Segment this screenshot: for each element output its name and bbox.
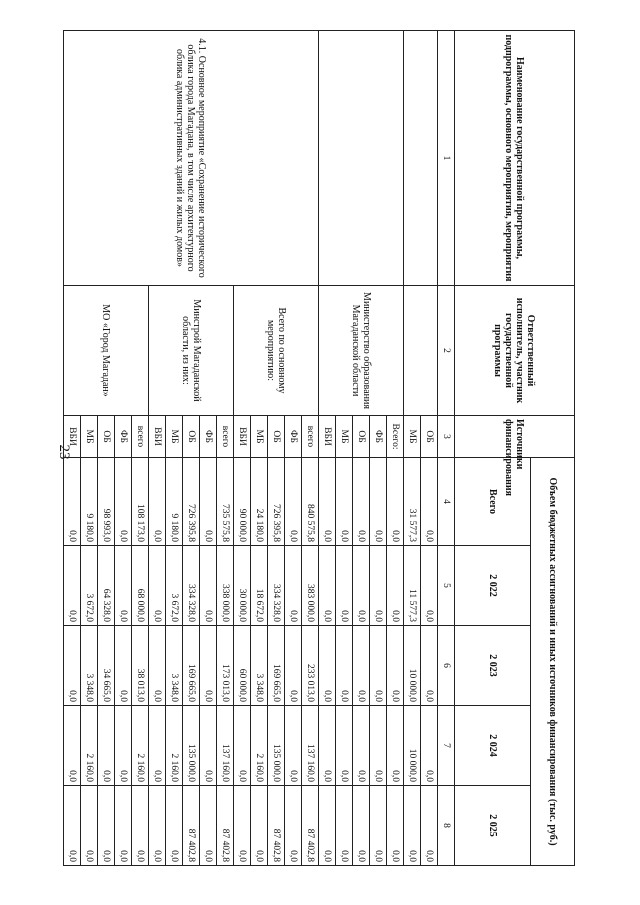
value-cell: 0,0 <box>370 786 387 866</box>
value-cell: 0,0 <box>370 458 387 546</box>
executor-ministry-education: Министерство образования Магаданской области <box>319 286 404 416</box>
value-cell: 108 173,0 <box>132 458 149 546</box>
value-cell: 173 013,0 <box>217 626 234 706</box>
value-cell: 726 395,8 <box>268 458 285 546</box>
value-cell: 0,0 <box>149 706 166 786</box>
value-cell: 10 000,0 <box>404 626 421 706</box>
value-cell: 0,0 <box>387 458 404 546</box>
value-cell: 0,0 <box>421 786 438 866</box>
financing-table <box>63 30 575 866</box>
source-cell: ВБИ <box>319 416 336 458</box>
value-cell: 0,0 <box>285 786 302 866</box>
source-cell: ВБИ <box>234 416 251 458</box>
value-cell: 87 402,8 <box>302 786 319 866</box>
value-cell: 0,0 <box>98 786 115 866</box>
value-cell: 2 160,0 <box>251 706 268 786</box>
value-cell: 135 000,0 <box>268 706 285 786</box>
col-number: 7 <box>438 706 455 786</box>
value-cell: 0,0 <box>115 786 132 866</box>
value-cell: 169 665,0 <box>183 626 200 706</box>
value-cell: 0,0 <box>336 458 353 546</box>
value-cell: 0,0 <box>319 786 336 866</box>
value-cell: 0,0 <box>149 626 166 706</box>
header-source: Источники финансирования <box>455 416 575 458</box>
value-cell: 64 328,0 <box>98 546 115 626</box>
value-cell: 0,0 <box>98 706 115 786</box>
name-cell-empty <box>404 31 438 286</box>
value-cell: 0,0 <box>149 546 166 626</box>
header-volume: Объем бюджетных ассигнований и иных источников финансирования (тыс. руб.) <box>531 458 575 866</box>
value-cell: 735 575,8 <box>217 458 234 546</box>
value-cell: 0,0 <box>285 546 302 626</box>
value-cell: 383 000,0 <box>302 546 319 626</box>
value-cell: 0,0 <box>81 786 98 866</box>
source-cell: Всего: <box>387 416 404 458</box>
source-cell: ОБ <box>98 416 115 458</box>
header-2023: 2 023 <box>455 626 531 706</box>
page-number: 23 <box>56 444 72 460</box>
value-cell: 0,0 <box>64 626 81 706</box>
value-cell: 0,0 <box>387 546 404 626</box>
value-cell: 0,0 <box>115 626 132 706</box>
value-cell: 98 993,0 <box>98 458 115 546</box>
value-cell: 31 577,3 <box>404 458 421 546</box>
value-cell: 0,0 <box>421 626 438 706</box>
col-number: 3 <box>438 416 455 458</box>
value-cell: 0,0 <box>319 706 336 786</box>
value-cell: 0,0 <box>421 706 438 786</box>
source-cell: ОБ <box>183 416 200 458</box>
executor-cell-empty <box>404 286 438 416</box>
main-activity-name: 4.1. Основное мероприятие «Сохранение исторического облика города Магадана, в том числе архитектурного облика административных зданий и жилых домов» <box>64 31 319 286</box>
value-cell: 0,0 <box>336 786 353 866</box>
value-cell: 38 013,0 <box>132 626 149 706</box>
header-2025: 2 025 <box>455 786 531 866</box>
value-cell: 0,0 <box>132 786 149 866</box>
header-executor: Ответственный исполнитель, участник государственной программы <box>455 286 575 416</box>
value-cell: 0,0 <box>387 626 404 706</box>
value-cell: 0,0 <box>200 546 217 626</box>
value-cell: 3 348,0 <box>166 626 183 706</box>
value-cell: 11 577,3 <box>404 546 421 626</box>
value-cell: 0,0 <box>200 706 217 786</box>
value-cell: 0,0 <box>336 546 353 626</box>
value-cell: 0,0 <box>353 626 370 706</box>
executor-total-main-activity: Всего по основному мероприятию: <box>234 286 319 416</box>
source-cell: МБ <box>81 416 98 458</box>
value-cell: 0,0 <box>421 546 438 626</box>
value-cell: 90 000,0 <box>234 458 251 546</box>
source-cell: МБ <box>336 416 353 458</box>
executor-minstroy: Минстрой Магаданской области, из них: <box>149 286 234 416</box>
value-cell: 0,0 <box>115 458 132 546</box>
value-cell: 0,0 <box>115 546 132 626</box>
value-cell: 233 013,0 <box>302 626 319 706</box>
value-cell: 0,0 <box>336 706 353 786</box>
value-cell: 34 665,0 <box>98 626 115 706</box>
name-cell-empty <box>319 31 404 286</box>
value-cell: 87 402,8 <box>268 786 285 866</box>
value-cell: 0,0 <box>200 626 217 706</box>
header-total: Всего <box>455 458 531 546</box>
source-cell: ОБ <box>421 416 438 458</box>
value-cell: 87 402,8 <box>217 786 234 866</box>
source-cell: ОБ <box>268 416 285 458</box>
col-number: 6 <box>438 626 455 706</box>
value-cell: 9 180,0 <box>81 458 98 546</box>
value-cell: 726 395,8 <box>183 458 200 546</box>
source-cell: ОБ <box>353 416 370 458</box>
value-cell: 0,0 <box>319 626 336 706</box>
source-cell: ВБИ <box>149 416 166 458</box>
executor-mo-magadan: МО «Город Магадан» <box>64 286 149 416</box>
source-cell: ВБИ <box>64 416 81 458</box>
value-cell: 0,0 <box>319 458 336 546</box>
value-cell: 60 000,0 <box>234 626 251 706</box>
value-cell: 0,0 <box>200 786 217 866</box>
value-cell: 137 160,0 <box>302 706 319 786</box>
rotated-table-container <box>55 30 575 865</box>
value-cell: 0,0 <box>353 706 370 786</box>
value-cell: 0,0 <box>353 546 370 626</box>
value-cell: 0,0 <box>285 626 302 706</box>
value-cell: 0,0 <box>285 706 302 786</box>
value-cell: 0,0 <box>234 786 251 866</box>
value-cell: 0,0 <box>353 458 370 546</box>
value-cell: 0,0 <box>251 786 268 866</box>
header-name: Наименование государственной программы, подпрограммы, основного мероприятия, мероприятия <box>455 31 575 286</box>
value-cell: 0,0 <box>421 458 438 546</box>
value-cell: 3 672,0 <box>81 546 98 626</box>
header-2022: 2 022 <box>455 546 531 626</box>
value-cell: 24 180,0 <box>251 458 268 546</box>
value-cell: 169 665,0 <box>268 626 285 706</box>
source-cell: всего <box>302 416 319 458</box>
source-cell: МБ <box>166 416 183 458</box>
value-cell: 0,0 <box>149 458 166 546</box>
source-cell: всего <box>217 416 234 458</box>
value-cell: 30 000,0 <box>234 546 251 626</box>
value-cell: 137 160,0 <box>217 706 234 786</box>
source-cell: МБ <box>251 416 268 458</box>
value-cell: 0,0 <box>200 458 217 546</box>
value-cell: 0,0 <box>166 786 183 866</box>
value-cell: 0,0 <box>64 786 81 866</box>
value-cell: 0,0 <box>370 626 387 706</box>
col-number: 4 <box>438 458 455 546</box>
col-number: 8 <box>438 786 455 866</box>
value-cell: 0,0 <box>353 786 370 866</box>
col-number: 2 <box>438 286 455 416</box>
value-cell: 68 000,0 <box>132 546 149 626</box>
value-cell: 87 402,8 <box>183 786 200 866</box>
value-cell: 10 000,0 <box>404 706 421 786</box>
value-cell: 9 180,0 <box>166 458 183 546</box>
value-cell: 2 160,0 <box>132 706 149 786</box>
source-cell: МБ <box>404 416 421 458</box>
source-cell: ФБ <box>370 416 387 458</box>
value-cell: 0,0 <box>370 706 387 786</box>
source-cell: ФБ <box>115 416 132 458</box>
value-cell: 0,0 <box>64 706 81 786</box>
value-cell: 0,0 <box>115 706 132 786</box>
value-cell: 0,0 <box>64 458 81 546</box>
header-2024: 2 024 <box>455 706 531 786</box>
value-cell: 0,0 <box>234 706 251 786</box>
value-cell: 3 348,0 <box>251 626 268 706</box>
value-cell: 0,0 <box>64 546 81 626</box>
value-cell: 0,0 <box>387 786 404 866</box>
value-cell: 0,0 <box>370 546 387 626</box>
value-cell: 334 328,0 <box>268 546 285 626</box>
value-cell: 2 160,0 <box>81 706 98 786</box>
value-cell: 2 160,0 <box>166 706 183 786</box>
col-number: 5 <box>438 546 455 626</box>
value-cell: 18 672,0 <box>251 546 268 626</box>
source-cell: ФБ <box>285 416 302 458</box>
value-cell: 135 000,0 <box>183 706 200 786</box>
value-cell: 840 575,8 <box>302 458 319 546</box>
source-cell: ФБ <box>200 416 217 458</box>
value-cell: 3 348,0 <box>81 626 98 706</box>
value-cell: 0,0 <box>387 706 404 786</box>
value-cell: 0,0 <box>404 786 421 866</box>
value-cell: 0,0 <box>319 546 336 626</box>
value-cell: 3 672,0 <box>166 546 183 626</box>
value-cell: 0,0 <box>336 626 353 706</box>
source-cell: всего <box>132 416 149 458</box>
value-cell: 338 000,0 <box>217 546 234 626</box>
col-number: 1 <box>438 31 455 286</box>
value-cell: 334 328,0 <box>183 546 200 626</box>
value-cell: 0,0 <box>285 458 302 546</box>
value-cell: 0,0 <box>149 786 166 866</box>
